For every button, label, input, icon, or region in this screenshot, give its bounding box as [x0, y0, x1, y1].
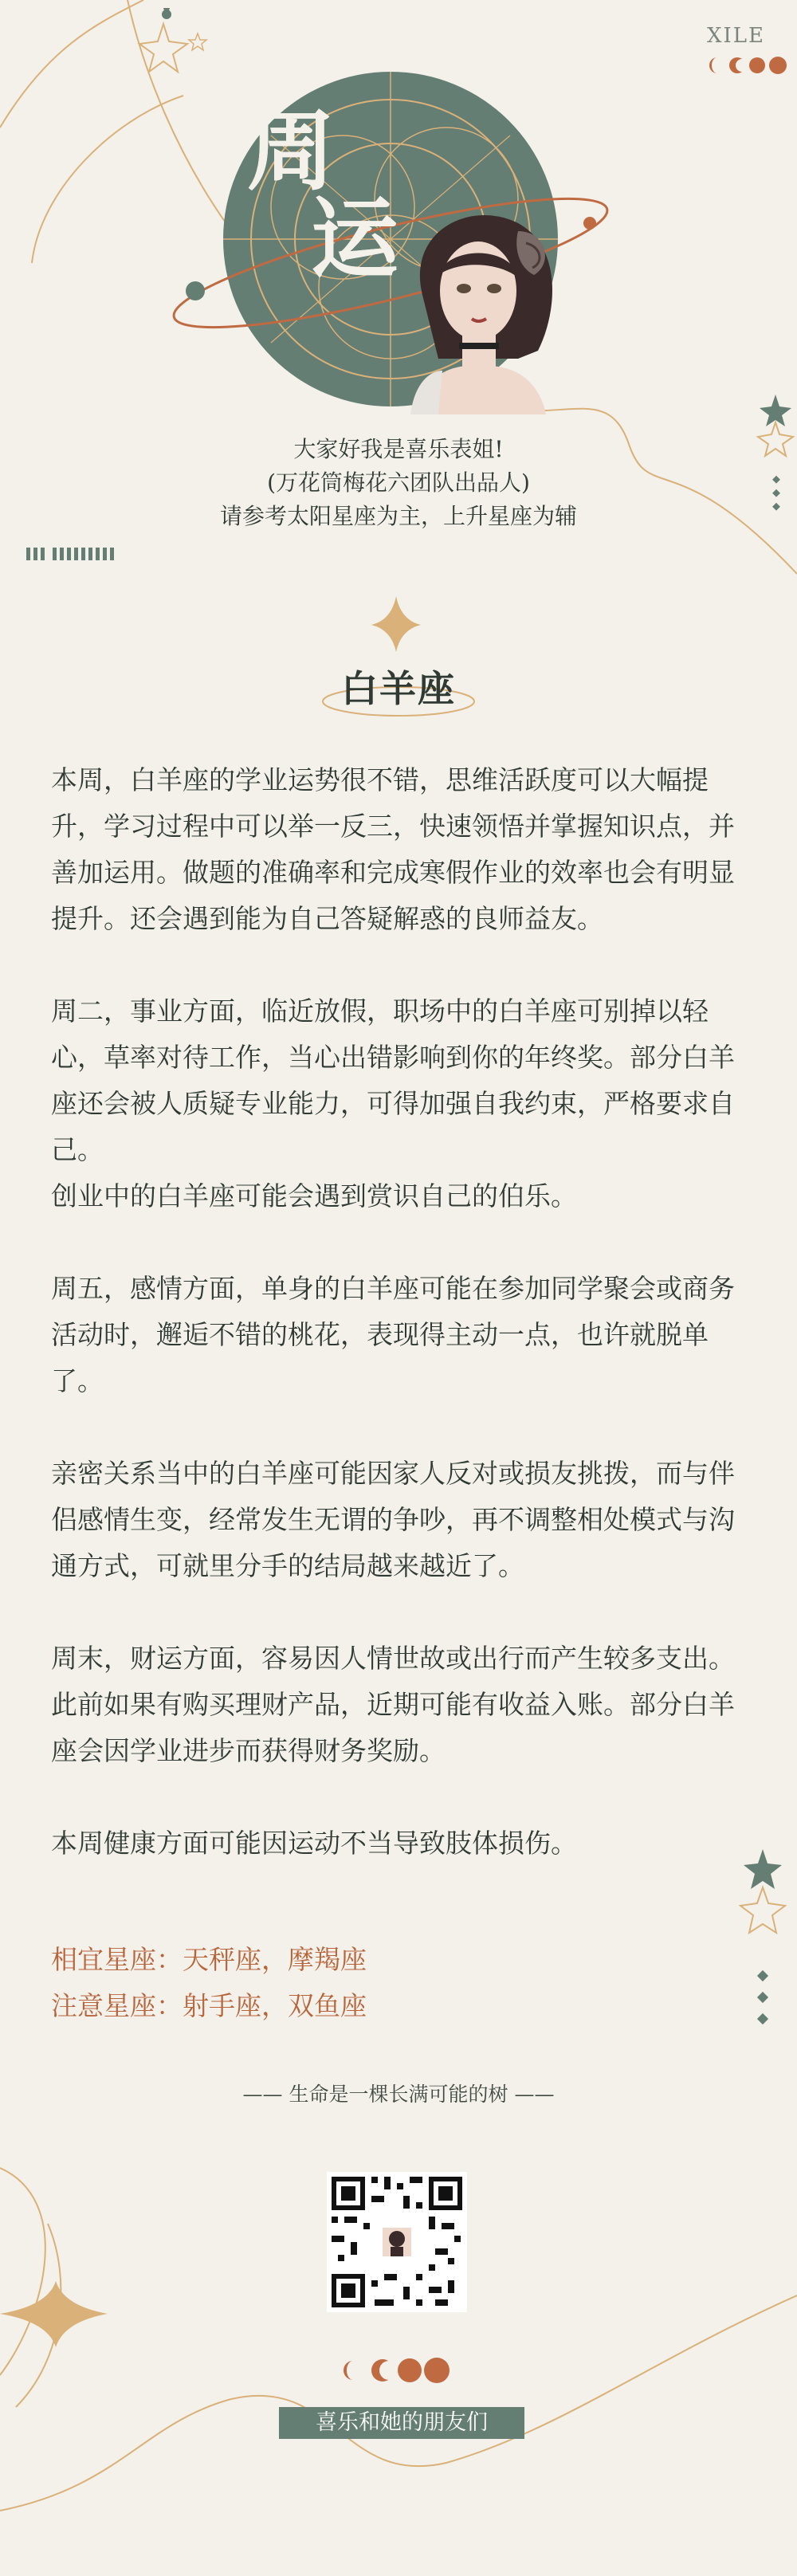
footer-label: 喜乐和她的朋友们: [279, 2407, 524, 2439]
intro-greeting: 大家好我是喜乐表姐!: [293, 436, 504, 462]
intro-block: [0, 433, 797, 533]
moon-phases-bottom: [344, 2358, 450, 2383]
avatar-illustration: [398, 199, 558, 414]
sign-name: 白羊座: [341, 667, 456, 710]
weekly-fortune-title: [239, 100, 398, 290]
motto: —— 生命是一棵长满可能的树 ——: [242, 2083, 555, 2106]
moon-phases-top: [709, 57, 787, 74]
intro-team: (万花筒梅花六团队出品人): [267, 469, 530, 496]
paragraph-health: 本周健康方面可能因运动不当导致肢体损伤。: [51, 1828, 577, 1859]
paragraph-startup: 创业中的白羊座可能会遇到赏识自己的伯乐。: [51, 1180, 577, 1211]
brand-logo-text: XILE: [706, 24, 765, 48]
caution-signs: 注意星座：射手座，双鱼座: [51, 1990, 367, 2021]
compatibility-block: [51, 1937, 752, 2029]
paragraph-wealth: 周末，财运方面，容易因人情世故或出行而产生较多支出。此前如果有购买理财产品，近期可能有收益入账。部分白羊座会因学业进步而获得财务奖励。: [51, 1643, 735, 1766]
paragraph-love-single: 周五，感情方面，单身的白羊座可能在参加同学聚会或商务活动时，邂逅不错的桃花，表现得主动一点，也许就脱单了。: [51, 1273, 735, 1396]
sign-title: [0, 660, 797, 713]
compatible-signs: 相宜星座：天秤座，摩羯座: [51, 1944, 367, 1975]
paragraph-study: 本周，白羊座的学业运势很不错，思维活跃度可以大幅提升，学习过程中可以举一反三，快速领悟并掌握知识点，并善加运用。做题的准确率和完成寒假作业的效率也会有明显提升。还会遇到能为自己答疑解惑的良师益友。: [51, 764, 735, 934]
horoscope-content: [51, 757, 752, 1867]
paragraph-career: 周二，事业方面，临近放假，职场中的白羊座可别掉以轻心，草率对待工作，当心出错影响到你的年终奖。部分白羊座还会被人质疑专业能力，可得加强自我约束，严格要求自己。: [51, 995, 735, 1165]
paragraph-love-relationship: 亲密关系当中的白羊座可能因家人反对或损友挑拨，而与伴侣感情生变，经常发生无谓的争吵，再不调整相处模式与沟通方式，可就里分手的结局越来越近了。: [51, 1458, 735, 1581]
intro-note: 请参考太阳星座为主，上升星座为辅: [219, 503, 577, 529]
title-char-week: 周: [247, 100, 335, 202]
qr-code[interactable]: [327, 2172, 467, 2312]
title-char-fortune: 运: [311, 188, 398, 290]
bar-pattern: [26, 548, 114, 560]
